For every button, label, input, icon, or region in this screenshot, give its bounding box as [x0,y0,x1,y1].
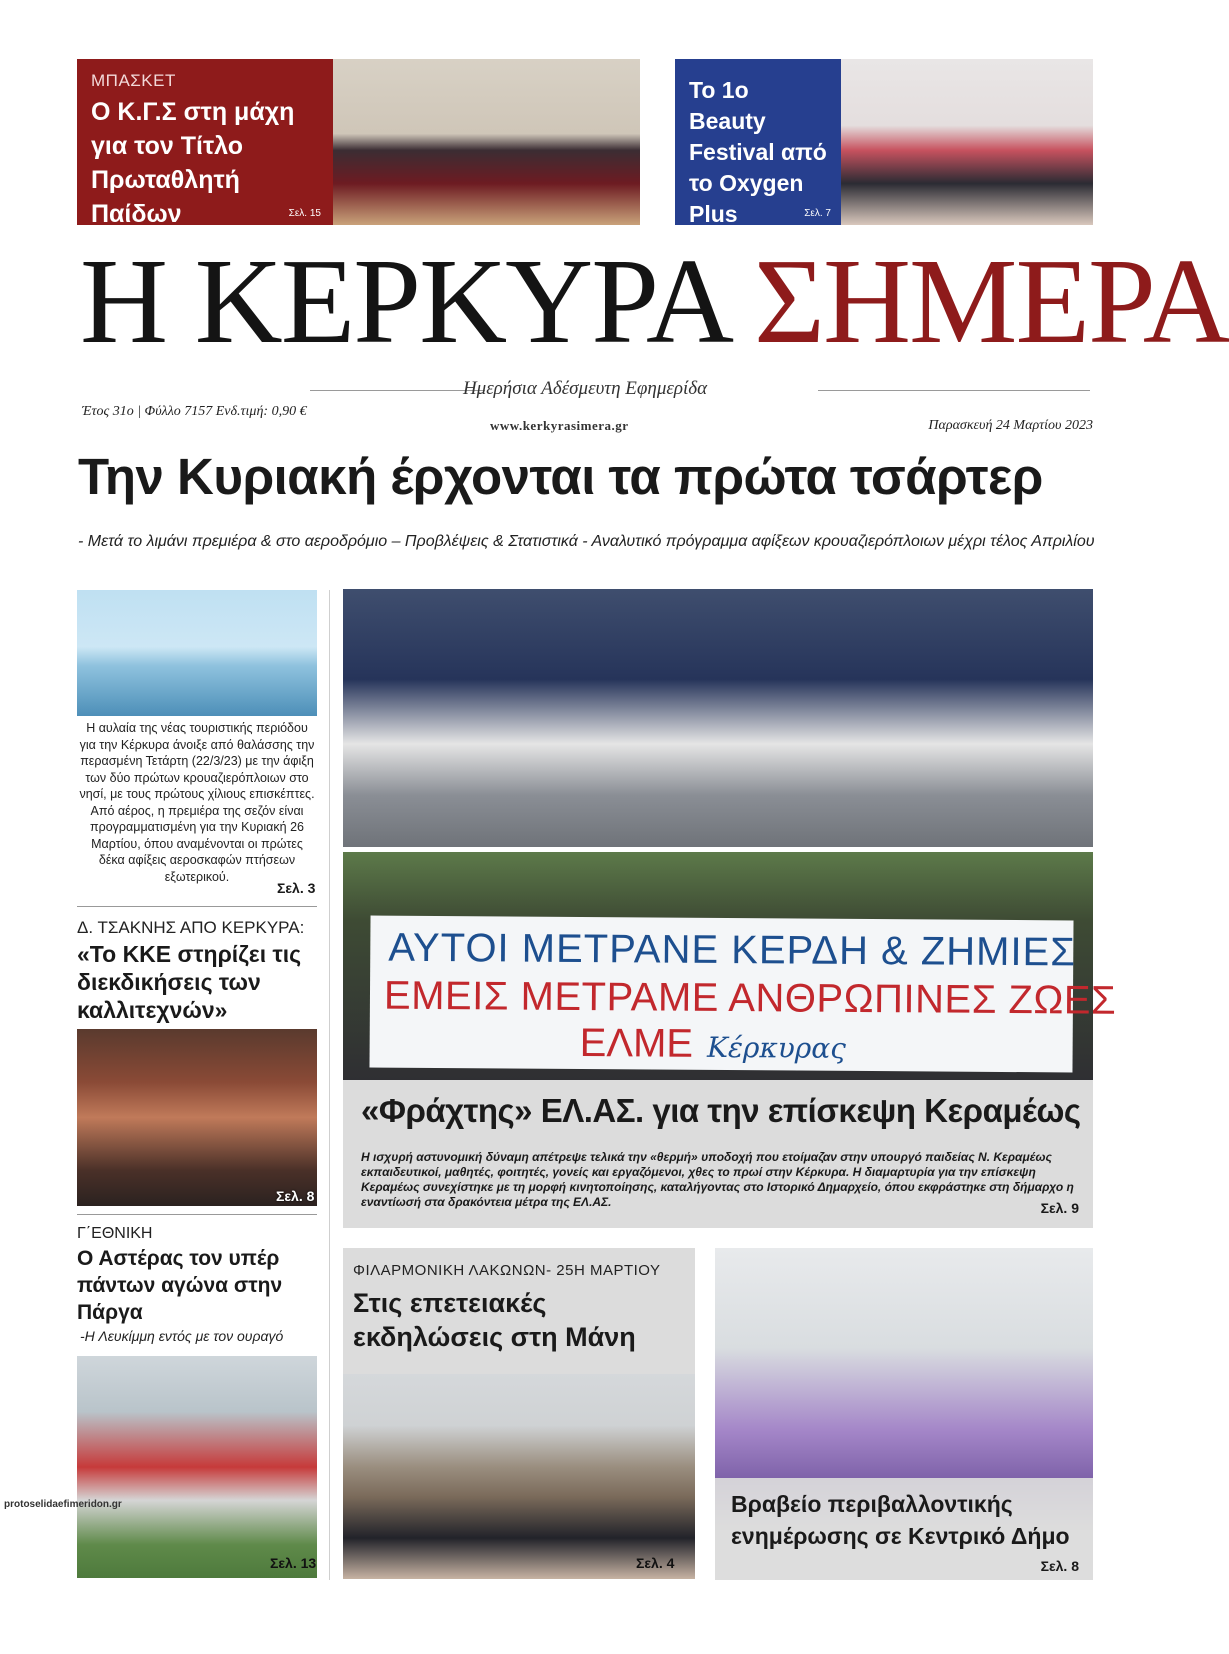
issue-info: Έτος 31ο | Φύλλο 7157 Ενδ.τιμή: 0,90 € [82,404,307,419]
lead-headline[interactable]: Την Κυριακή έρχονται τα πρώτα τσάρτερ [78,448,1043,505]
beauty-festival-photo [841,59,1093,225]
protest-banner-line3 [579,1021,846,1068]
beauty-festival-page-ref: Σελ. 7 [804,208,831,219]
website-link[interactable]: www.kerkyrasimera.gr [490,418,629,433]
protest-story-box [343,1080,1093,1228]
tourism-page-ref[interactable]: Σελ. 3 [277,880,316,896]
protest-page-ref[interactable]: Σελ. 9 [1040,1200,1079,1216]
football-match-photo [77,1356,317,1578]
award-page-ref[interactable]: Σελ. 8 [1040,1558,1079,1574]
tourism-photo [77,590,317,716]
masthead-tagline: Ημερήσια Αδέσμευτη Εφημερίδα [462,378,708,399]
filarmoniki-page-ref[interactable]: Σελ. 4 [636,1555,675,1571]
column-divider [329,590,330,1580]
masthead-title-part1: Η ΚΕΡΚΥΡΑ [80,234,726,369]
award-headline[interactable]: Βραβείο περιβαλλοντικής ενημέρωσης σε Κεντρικό Δήμο [731,1491,1070,1549]
beauty-festival-banner[interactable] [675,59,1093,225]
masthead-title-part2: ΣΗΜΕΡΑ [753,234,1229,369]
masthead-title [80,232,1229,372]
filarmoniki-headline[interactable]: Στις επετειακές εκδηλώσεις στη Μάνη [353,1288,636,1352]
basketball-team-photo [333,59,640,225]
protest-text: Η ισχυρή αστυνομική δύναμη απέτρεψε τελικά την «θερμή» υποδοχή που ετοίμαζαν στην υπουργό παιδείας Ν. Κεραμέως εκπαιδευτικοί, μαθητές, φοιτητές, γονείς και εργαζόμενοι, χθες το πρωί στην Κέρκυρα. Η διαμαρτυρία για την επίσκεψη Κεραμέως συνεχίστηκε με τη μορφή κινητοποίησης, καταλήγοντας στο Ιστορικό Δημαρχείο, όπου εκφράστηκε στη δήμαρχο η εναντίωσή στα δρακόντεια μέτρα της ΕΛ.ΑΣ. [361,1150,1074,1209]
protest-banner-line2: ΕΜΕΙΣ ΜΕΤΡΑΜΕ ΑΝΘΡΩΠΙΝΕΣ ΖΩΕΣ [383,973,1117,1023]
basketball-page-ref: Σελ. 15 [288,208,321,219]
tourism-text: Η αυλαία της νέας τουριστικής περιόδου για την Κέρκυρα άνοιξε από θαλάσσης την περασμένη Τετάρτη (22/3/23) με την άφιξη των δύο πρώτων κρουαζιερόπλοιων στο νησί, με τους πρώτους χίλιους επισκέπτες. Από αέρος, η πρεμιέρα της σεζόν είναι προγραμματισμένη για την Κυριακή 26 Μαρτίου, όπου αναμένονται οι πρώτες δέκα αφίξεις αεροσκαφών πτήσεων εξωτερικού. [79,721,315,884]
divider [77,1214,317,1215]
basketball-banner-text [77,59,333,228]
beauty-festival-banner-text [675,59,841,225]
protest-banner-script: Κέρκυρας [706,1030,846,1065]
award-caption-box [715,1478,1093,1580]
beauty-festival-headline: Το 1ο Beauty Festival από το Oxygen Plus [689,77,827,227]
asteras-subline: -Η Λευκίμμη εντός με τον ουραγό [80,1328,284,1344]
basketball-headline: Ο Κ.Γ.Σ στη μάχη για τον Τίτλο Πρωταθλητή Παίδων [91,98,295,228]
divider [77,906,317,907]
filarmoniki-kicker: ΦΙΛΑΡΜΟΝΙΚΗ ΛΑΚΩΝΩΝ- 25Η ΜΑΡΤΙΟΥ [353,1262,661,1279]
kke-kicker: Δ. ΤΣΑΚΝΗΣ ΑΠΟ ΚΕΡΚΥΡΑ: [77,918,305,937]
filarmoniki-box [343,1248,695,1374]
kke-headline[interactable]: «Το ΚΚΕ στηρίζει τις διεκδικήσεις των καλλιτεχνών» [77,941,302,1023]
parade-photo [343,1374,695,1579]
asteras-headline[interactable]: Ο Αστέρας τον υπέρ πάντων αγώνα στην Πάργα [77,1247,283,1324]
issue-date: Παρασκευή 24 Μαρτίου 2023 [928,418,1093,433]
protest-banner-line1: ΑΥΤΟΙ ΜΕΤΡΑΝΕ ΚΕΡΔΗ & ΖΗΜΙΕΣ [388,925,1077,975]
basketball-kicker: ΜΠΑΣΚΕΤ [91,71,176,90]
protest-banner [369,916,1117,1073]
masthead-tagline-row [80,378,1090,402]
asteras-kicker: Γ΄ΕΘΝΙΚΗ [77,1225,153,1242]
kke-event-photo [77,1029,317,1206]
police-line-photo [343,589,1093,847]
asteras-page-ref[interactable]: Σελ. 13 [270,1555,317,1571]
protest-headline[interactable]: «Φράχτης» ΕΛ.ΑΣ. για την επίσκεψη Κεραμέως [361,1092,1081,1129]
lead-subline: - Μετά το λιμάνι πρεμιέρα & στο αεροδρόμιο – Προβλέψεις & Στατιστικά - Αναλυτικό πρόγραμμα αφίξεων κρουαζιερόπλοιων μέχρι τέλος Απριλίου [78,533,1095,550]
protest-banner-elme: ΕΛΜΕ [579,1021,694,1066]
basketball-banner[interactable] [77,59,640,228]
kke-page-ref[interactable]: Σελ. 8 [276,1188,315,1204]
watermark: protoselidaefimeridon.gr [4,1499,122,1510]
